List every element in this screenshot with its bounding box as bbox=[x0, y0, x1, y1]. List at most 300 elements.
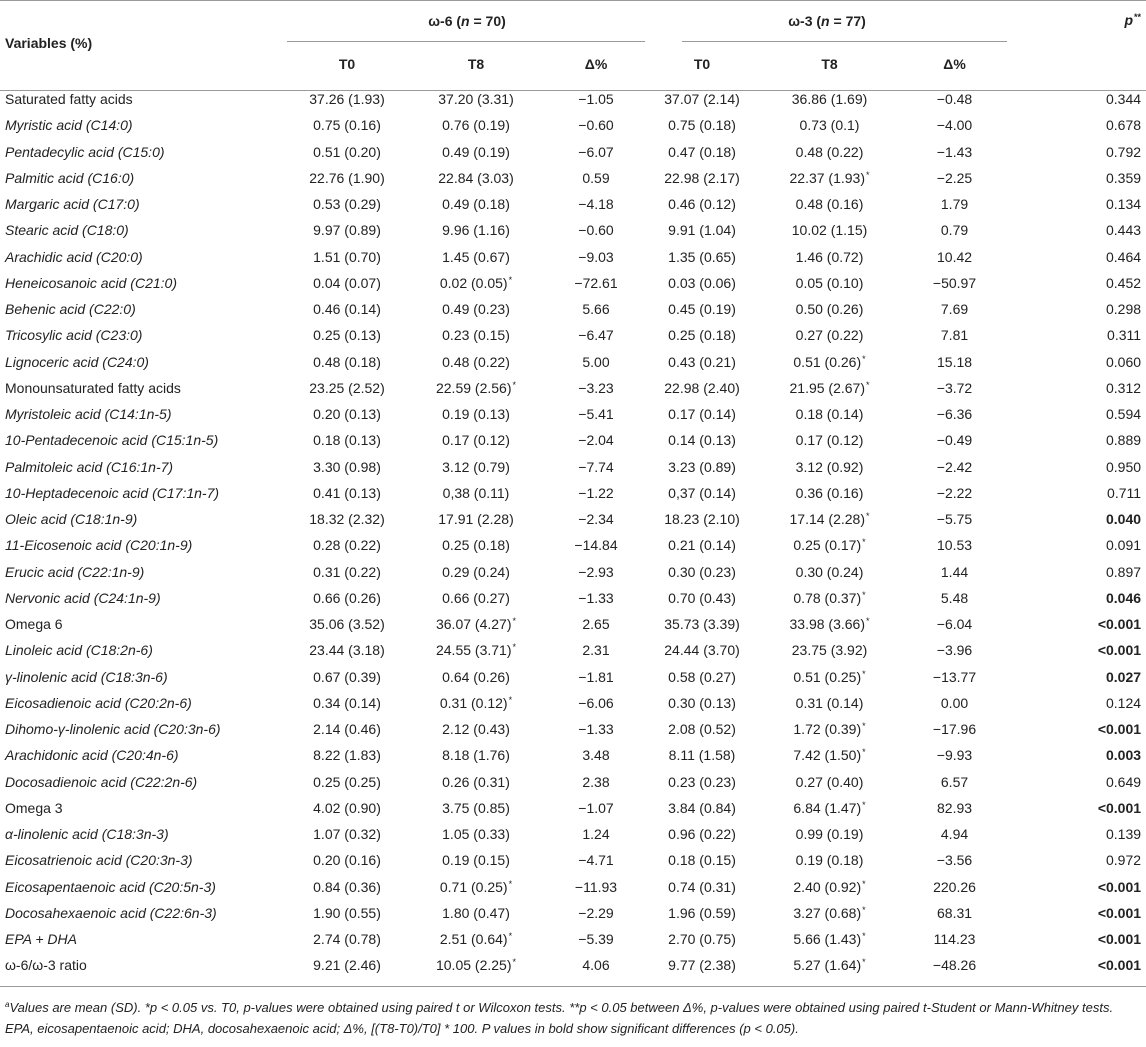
w6-t0-cell: 2.74 (0.78) bbox=[313, 931, 381, 948]
w3-t0-cell: 0.96 (0.22) bbox=[668, 826, 736, 843]
w3-t0-cell: 9.77 (2.38) bbox=[668, 957, 736, 974]
table-row bbox=[0, 664, 1146, 690]
p-value-cell: 0.046 bbox=[1105, 589, 1142, 606]
w3-t8-header: T8 bbox=[821, 56, 838, 72]
p-value-cell: 0.344 bbox=[1105, 91, 1142, 108]
w6-delta-cell: −5.41 bbox=[578, 406, 614, 423]
w6-delta-cell: −1.05 bbox=[578, 91, 614, 108]
w3-t0-cell: 22.98 (2.17) bbox=[664, 169, 740, 186]
w3-t0-cell: 0.70 (0.43) bbox=[668, 589, 736, 606]
w3-t8-cell: 5.66 (1.43)* bbox=[793, 931, 866, 948]
w6-t8-cell: 1.80 (0.47) bbox=[442, 904, 510, 921]
p-value-cell: 0.711 bbox=[1107, 484, 1142, 501]
w3-t0-cell: 37.07 (2.14) bbox=[664, 91, 740, 108]
w6-t0-cell: 0.28 (0.22) bbox=[313, 537, 381, 554]
w3-t8-cell: 2.40 (0.92)* bbox=[793, 878, 866, 895]
w3-t8-cell: 7.42 (1.50)* bbox=[793, 747, 866, 764]
w6-delta-cell: −72.61 bbox=[574, 274, 618, 291]
header-rule bbox=[0, 90, 1146, 91]
w3-t8-cell: 0.17 (0.12) bbox=[795, 432, 864, 449]
w6-t0-cell: 0.53 (0.29) bbox=[313, 196, 381, 213]
bottom-rule bbox=[0, 986, 1146, 987]
w6-t0-cell: 3.30 (0.98) bbox=[313, 458, 381, 475]
w6-t8-cell: 37.20 (3.31) bbox=[438, 91, 514, 108]
table-row bbox=[0, 532, 1146, 558]
variable-name-cell: Omega 3 bbox=[5, 799, 63, 816]
p-value-cell: <0.001 bbox=[1097, 904, 1142, 921]
w3-t8-cell: 0.27 (0.22) bbox=[795, 327, 864, 344]
w3-t8-cell: 1.72 (0.39)* bbox=[793, 721, 866, 738]
w3-delta-cell: −9.93 bbox=[936, 747, 973, 764]
variables-header: Variables (%) bbox=[5, 35, 93, 51]
w6-t0-cell: 0.84 (0.36) bbox=[313, 878, 381, 895]
w3-t0-cell: 0.45 (0.19) bbox=[668, 301, 736, 318]
w3-t0-cell: 2.70 (0.75) bbox=[668, 931, 736, 948]
variable-name-cell: Arachidic acid (C20:0) bbox=[5, 248, 143, 265]
table-row bbox=[0, 454, 1146, 480]
w6-t8-cell: 24.55 (3.71)* bbox=[435, 642, 516, 659]
variable-name-cell: Palmitic acid (C16:0) bbox=[5, 169, 135, 186]
w6-t8-cell: 0,38 (0.11) bbox=[442, 484, 510, 501]
table-row bbox=[0, 690, 1146, 716]
w3-delta-cell: −17.96 bbox=[932, 721, 977, 738]
variable-name-cell: Saturated fatty acids bbox=[5, 91, 133, 108]
p-value-cell: 0.311 bbox=[1107, 327, 1142, 344]
variable-name-cell: Docosadienoic acid (C22:2n-6) bbox=[5, 773, 198, 790]
w6-t8-cell: 10.05 (2.25)* bbox=[435, 957, 516, 974]
w3-t8-cell: 5.27 (1.64)* bbox=[793, 957, 866, 974]
w3-t8-cell: 0.30 (0.24) bbox=[795, 563, 864, 580]
w3-t8-cell: 3.12 (0.92) bbox=[795, 458, 864, 475]
table-row bbox=[0, 191, 1146, 217]
w6-t0-cell: 1.07 (0.32) bbox=[313, 826, 381, 843]
p-value-cell: <0.001 bbox=[1097, 721, 1142, 738]
variable-name-cell: Myristic acid (C14:0) bbox=[5, 117, 133, 134]
w3-t8-cell: 0.99 (0.19) bbox=[795, 826, 864, 843]
p-value-cell: <0.001 bbox=[1097, 642, 1142, 659]
w3-delta-cell: −13.77 bbox=[932, 668, 977, 685]
variable-name-cell: 11-Eicosenoic acid (C20:1n-9) bbox=[5, 537, 193, 554]
w6-t0-cell: 23.25 (2.52) bbox=[309, 379, 385, 396]
w3-t8-cell: 0.18 (0.14) bbox=[795, 406, 864, 423]
w3-t0-cell: 0.25 (0.18) bbox=[668, 327, 736, 344]
w3-t0-cell: 0.74 (0.31) bbox=[668, 878, 736, 895]
w6-t0-cell: 9.21 (2.46) bbox=[313, 957, 381, 974]
table-row bbox=[0, 716, 1146, 742]
table-row bbox=[0, 769, 1146, 795]
w3-delta-cell: −2.25 bbox=[936, 169, 973, 186]
w6-delta-cell: −2.34 bbox=[578, 511, 614, 528]
w6-t0-header: T0 bbox=[338, 56, 356, 72]
w6-t8-cell: 0.49 (0.23) bbox=[442, 301, 510, 318]
w3-t8-cell: 0.48 (0.22) bbox=[795, 143, 864, 160]
w6-delta-cell: −1.22 bbox=[578, 484, 614, 501]
w6-delta-cell: 4.06 bbox=[582, 957, 610, 974]
w6-delta-cell: 2.31 bbox=[582, 642, 610, 659]
p-value-cell: <0.001 bbox=[1097, 616, 1142, 633]
w6-t8-cell: 0.26 (0.31) bbox=[442, 773, 510, 790]
p-value-cell: <0.001 bbox=[1097, 931, 1142, 948]
w3-delta-cell: 220.26 bbox=[933, 878, 976, 895]
table-row bbox=[0, 559, 1146, 585]
w6-t0-cell: 0.66 (0.26) bbox=[313, 589, 381, 606]
w6-delta-cell: −2.29 bbox=[578, 904, 614, 921]
header-row-groups bbox=[0, 0, 1146, 42]
table-row bbox=[0, 375, 1146, 401]
w6-t0-cell: 22.76 (1.90) bbox=[309, 169, 385, 186]
p-value-cell: <0.001 bbox=[1097, 799, 1142, 816]
variable-name-cell: Oleic acid (C18:1n-9) bbox=[5, 511, 138, 528]
w6-t8-cell: 22.84 (3.03) bbox=[438, 169, 514, 186]
variable-name-cell: Stearic acid (C18:0) bbox=[5, 222, 129, 239]
p-value-cell: 0.594 bbox=[1105, 406, 1142, 423]
w6-t8-header: T8 bbox=[467, 56, 485, 72]
w6-t0-cell: 0.20 (0.13) bbox=[313, 406, 381, 423]
p-value-cell: 0.003 bbox=[1105, 747, 1142, 764]
w6-t8-cell: 0.48 (0.22) bbox=[442, 353, 510, 370]
w6-t8-cell: 0.02 (0.05)* bbox=[439, 274, 513, 291]
p-value-cell: 0.134 bbox=[1105, 196, 1142, 213]
w3-delta-cell: −2.42 bbox=[936, 458, 973, 475]
p-value-cell: 0.312 bbox=[1105, 379, 1142, 396]
w6-delta-cell: 3.48 bbox=[582, 747, 610, 764]
variable-name-cell: Eicosapentaenoic acid (C20:5n-3) bbox=[5, 878, 216, 895]
w6-t8-cell: 0.31 (0.12)* bbox=[439, 694, 513, 711]
w3-t0-cell: 0.46 (0.12) bbox=[668, 196, 736, 213]
table-row bbox=[0, 874, 1146, 900]
w6-delta-cell: −2.04 bbox=[578, 432, 614, 449]
table-row bbox=[0, 349, 1146, 375]
w3-t8-cell: 0.50 (0.26) bbox=[795, 301, 864, 318]
w6-delta-header: Δ% bbox=[584, 56, 608, 72]
p-value-cell: 0.091 bbox=[1105, 537, 1142, 554]
w6-delta-cell: −14.84 bbox=[574, 537, 618, 554]
table-row bbox=[0, 244, 1146, 270]
w6-delta-cell: −0.60 bbox=[578, 222, 614, 239]
variable-name-cell: Erucic acid (C22:1n-9) bbox=[5, 563, 145, 580]
w6-delta-cell: −4.18 bbox=[578, 196, 614, 213]
w6-delta-cell: −2.93 bbox=[578, 563, 614, 580]
w3-t8-cell: 0.27 (0.40) bbox=[795, 773, 864, 790]
variable-name-cell: EPA + DHA bbox=[5, 931, 77, 948]
w6-t0-cell: 0.18 (0.13) bbox=[313, 432, 381, 449]
w6-t8-cell: 0.71 (0.25)* bbox=[439, 878, 513, 895]
w3-t0-cell: 2.08 (0.52) bbox=[668, 721, 736, 738]
variable-name-cell: Docosahexaenoic acid (C22:6n-3) bbox=[5, 904, 217, 921]
w3-delta-cell: 6.57 bbox=[940, 773, 969, 790]
table-row bbox=[0, 795, 1146, 821]
w3-delta-cell: −2.22 bbox=[936, 484, 973, 501]
p-value-cell: 0.452 bbox=[1105, 274, 1142, 291]
w3-delta-cell: −0.48 bbox=[936, 91, 973, 108]
table-row bbox=[0, 821, 1146, 847]
w6-t8-cell: 17.91 (2.28) bbox=[438, 511, 514, 528]
w6-t0-cell: 9.97 (0.89) bbox=[313, 222, 381, 239]
w3-t8-cell: 36.86 (1.69) bbox=[791, 91, 868, 108]
w6-t8-cell: 8.18 (1.76) bbox=[442, 747, 510, 764]
p-value-cell: 0.124 bbox=[1105, 694, 1142, 711]
w6-t0-cell: 0.51 (0.20) bbox=[313, 143, 381, 160]
p-value-cell: 0.139 bbox=[1105, 826, 1142, 843]
p-value-cell: 0.359 bbox=[1105, 169, 1142, 186]
w6-t8-cell: 0.17 (0.12) bbox=[442, 432, 510, 449]
w6-t8-cell: 0.25 (0.18) bbox=[442, 537, 510, 554]
w3-t8-cell: 1.46 (0.72) bbox=[795, 248, 864, 265]
variable-name-cell: Omega 6 bbox=[5, 616, 63, 633]
w3-delta-cell: −48.26 bbox=[932, 957, 977, 974]
p-value-cell: <0.001 bbox=[1097, 878, 1142, 895]
table-row bbox=[0, 847, 1146, 873]
w3-t8-cell: 0.78 (0.37)* bbox=[793, 589, 866, 606]
w3-t0-header: T0 bbox=[693, 56, 711, 72]
w3-t0-cell: 8.11 (1.58) bbox=[668, 747, 736, 764]
table-row bbox=[0, 296, 1146, 322]
w6-t0-cell: 0.41 (0.13) bbox=[313, 484, 381, 501]
w3-t8-cell: 0.25 (0.17)* bbox=[793, 537, 866, 554]
w6-t0-cell: 8.22 (1.83) bbox=[313, 747, 381, 764]
w6-delta-cell: −9.03 bbox=[578, 248, 614, 265]
w6-delta-cell: −1.81 bbox=[578, 668, 614, 685]
p-value-cell: 0.792 bbox=[1105, 143, 1142, 160]
w3-t0-cell: 0.30 (0.13) bbox=[668, 694, 736, 711]
w6-t0-cell: 0.48 (0.18) bbox=[313, 353, 381, 370]
w3-delta-cell: −4.00 bbox=[936, 117, 973, 134]
w3-delta-cell: 15.18 bbox=[937, 353, 973, 370]
w3-delta-cell: −3.72 bbox=[936, 379, 973, 396]
w3-t0-cell: 0.47 (0.18) bbox=[668, 143, 736, 160]
w3-delta-cell: −6.36 bbox=[936, 406, 973, 423]
w3-t0-cell: 0.75 (0.18) bbox=[668, 117, 736, 134]
variable-name-cell: Pentadecylic acid (C15:0) bbox=[5, 143, 165, 160]
w3-t8-cell: 0.36 (0.16) bbox=[795, 484, 864, 501]
w3-t0-cell: 0.23 (0.23) bbox=[668, 773, 736, 790]
w3-delta-cell: 68.31 bbox=[937, 904, 973, 921]
w6-delta-cell: 5.00 bbox=[582, 353, 610, 370]
variable-name-cell: Dihomo-γ-linolenic acid (C20:3n-6) bbox=[5, 721, 221, 738]
w3-t8-cell: 22.37 (1.93)* bbox=[789, 169, 870, 186]
w6-delta-cell: 5.66 bbox=[582, 301, 610, 318]
w6-t0-cell: 1.51 (0.70) bbox=[313, 248, 381, 265]
w3-delta-cell: 5.48 bbox=[940, 589, 969, 606]
w6-delta-cell: −6.07 bbox=[578, 143, 614, 160]
variable-name-cell: Eicosatrienoic acid (C20:3n-3) bbox=[5, 852, 193, 869]
variable-name-cell: 10-Heptadecenoic acid (C17:1n-7) bbox=[5, 484, 220, 501]
variable-name-cell: Linoleic acid (C18:2n-6) bbox=[5, 642, 153, 659]
variable-name-cell: Arachidonic acid (C20:4n-6) bbox=[5, 747, 179, 764]
table-row bbox=[0, 506, 1146, 532]
w6-t0-cell: 2.14 (0.46) bbox=[313, 721, 381, 738]
w6-delta-cell: 2.65 bbox=[582, 616, 610, 633]
w3-t0-cell: 0.58 (0.27) bbox=[668, 668, 736, 685]
w3-delta-cell: 10.42 bbox=[937, 248, 973, 265]
w6-t0-cell: 0.20 (0.16) bbox=[313, 852, 381, 869]
w3-delta-cell: −0.49 bbox=[936, 432, 973, 449]
w6-t0-cell: 0.67 (0.39) bbox=[313, 668, 381, 685]
w3-delta-cell: 1.44 bbox=[940, 563, 969, 580]
w6-t8-cell: 0.64 (0.26) bbox=[442, 668, 510, 685]
w3-t8-cell: 0.51 (0.25)* bbox=[793, 668, 866, 685]
w3-t8-cell: 0.51 (0.26)* bbox=[793, 353, 866, 370]
w3-delta-cell: 114.23 bbox=[933, 931, 976, 948]
p-value-header: p** bbox=[1124, 12, 1142, 28]
w3-t8-cell: 17.14 (2.28)* bbox=[789, 511, 870, 528]
w6-t8-cell: 1.45 (0.67) bbox=[442, 248, 510, 265]
w6-t8-cell: 3.75 (0.85) bbox=[442, 799, 510, 816]
table-row bbox=[0, 322, 1146, 348]
w3-t0-cell: 0.17 (0.14) bbox=[668, 406, 736, 423]
p-value-cell: 0.649 bbox=[1105, 773, 1142, 790]
table-row bbox=[0, 112, 1146, 138]
w6-delta-cell: −1.33 bbox=[578, 721, 614, 738]
variable-name-cell: Nervonic acid (C24:1n-9) bbox=[5, 589, 161, 606]
w3-t0-cell: 0.03 (0.06) bbox=[668, 274, 736, 291]
w3-t8-cell: 33.98 (3.66)* bbox=[789, 616, 870, 633]
variable-name-cell: Lignoceric acid (C24:0) bbox=[5, 353, 149, 370]
table-row bbox=[0, 952, 1146, 978]
w6-delta-cell: −6.06 bbox=[578, 694, 614, 711]
w6-t0-cell: 18.32 (2.32) bbox=[309, 511, 385, 528]
w3-t8-cell: 0.05 (0.10) bbox=[795, 274, 864, 291]
variable-name-cell: Monounsaturated fatty acids bbox=[5, 379, 181, 396]
w3-t0-cell: 0.14 (0.13) bbox=[668, 432, 736, 449]
table-row bbox=[0, 585, 1146, 611]
p-value-cell: 0.027 bbox=[1105, 668, 1142, 685]
w6-t0-cell: 0.46 (0.14) bbox=[313, 301, 381, 318]
group-header-omega6: ω-6 (n = 70) bbox=[287, 0, 647, 42]
w3-t8-cell: 0.73 (0.1) bbox=[799, 117, 860, 134]
w6-t0-cell: 0.04 (0.07) bbox=[313, 274, 381, 291]
table-row bbox=[0, 165, 1146, 191]
w6-delta-cell: −1.07 bbox=[578, 799, 614, 816]
w3-t8-cell: 6.84 (1.47)* bbox=[793, 799, 866, 816]
w3-t0-cell: 9.91 (1.04) bbox=[668, 222, 736, 239]
w3-t0-cell: 18.23 (2.10) bbox=[664, 511, 740, 528]
w3-delta-header: Δ% bbox=[943, 56, 966, 72]
w6-t8-cell: 0.23 (0.15) bbox=[442, 327, 510, 344]
table-row bbox=[0, 270, 1146, 296]
w3-t0-cell: 35.73 (3.39) bbox=[664, 616, 740, 633]
w3-t0-cell: 3.84 (0.84) bbox=[668, 799, 736, 816]
w6-delta-cell: −7.74 bbox=[578, 458, 614, 475]
w3-t8-cell: 23.75 (3.92) bbox=[791, 642, 868, 659]
w6-delta-cell: −5.39 bbox=[578, 931, 614, 948]
w3-t8-cell: 0.31 (0.14) bbox=[795, 694, 864, 711]
w6-t8-cell: 3.12 (0.79) bbox=[442, 458, 510, 475]
variable-name-cell: γ-linolenic acid (C18:3n-6) bbox=[5, 668, 168, 685]
w6-t8-cell: 0.29 (0.24) bbox=[442, 563, 510, 580]
w3-delta-cell: 0.79 bbox=[940, 222, 969, 239]
w3-t8-cell: 0.19 (0.18) bbox=[795, 852, 864, 869]
w6-delta-cell: −4.71 bbox=[578, 852, 614, 869]
variable-name-cell: Myristoleic acid (C14:1n-5) bbox=[5, 406, 172, 423]
variable-name-cell: Eicosadienoic acid (C20:2n-6) bbox=[5, 694, 192, 711]
w6-t8-cell: 0.66 (0.27) bbox=[442, 589, 510, 606]
w3-delta-cell: −3.56 bbox=[936, 852, 973, 869]
table-row bbox=[0, 217, 1146, 243]
table-row bbox=[0, 139, 1146, 165]
table-row bbox=[0, 637, 1146, 663]
w3-delta-cell: 10.53 bbox=[937, 537, 973, 554]
w6-t0-cell: 37.26 (1.93) bbox=[309, 91, 385, 108]
w3-delta-cell: 7.69 bbox=[940, 301, 969, 318]
table-row bbox=[0, 480, 1146, 506]
w6-delta-cell: 1.24 bbox=[582, 826, 610, 843]
w3-delta-cell: 4.94 bbox=[940, 826, 969, 843]
w6-t0-cell: 0.25 (0.13) bbox=[313, 327, 381, 344]
w6-t8-cell: 0.76 (0.19) bbox=[442, 117, 510, 134]
w6-delta-cell: −3.23 bbox=[578, 379, 614, 396]
w6-t0-cell: 1.90 (0.55) bbox=[313, 904, 381, 921]
w3-t0-cell: 0.30 (0.23) bbox=[668, 563, 736, 580]
w3-delta-cell: −1.43 bbox=[936, 143, 973, 160]
w6-t8-cell: 36.07 (4.27)* bbox=[435, 616, 516, 633]
p-value-cell: 0.464 bbox=[1105, 248, 1142, 265]
p-value-cell: 0.678 bbox=[1105, 117, 1142, 134]
variable-name-cell: Palmitoleic acid (C16:1n-7) bbox=[5, 458, 174, 475]
p-value-cell: 0.298 bbox=[1105, 301, 1142, 318]
table-row bbox=[0, 742, 1146, 768]
w6-t8-cell: 0.19 (0.15) bbox=[442, 852, 510, 869]
variable-name-cell: Margaric acid (C17:0) bbox=[5, 196, 140, 213]
table-header bbox=[0, 0, 1146, 86]
p-value-cell: 0.889 bbox=[1105, 432, 1142, 449]
variable-name-cell: ω-6/ω-3 ratio bbox=[5, 957, 87, 974]
w3-t0-cell: 24.44 (3.70) bbox=[664, 642, 740, 659]
table-footnote: $^a$Values are mean (SD). *p < 0.05 vs. T0, p-values were obtained using paired t or Wilcoxon tests. **p < 0.05 between Δ%, p-values were obtained using paired t-Student or Mann-Whitney tests. EPA, eicosapentaenoic acid; DHA, docosahexaenoic acid; Δ%, [(T8-T0)/T0] * 100. P values in bold show significant differences (p < 0.05). bbox=[5, 1000, 1114, 1036]
variable-name-cell: Behenic acid (C22:0) bbox=[5, 301, 136, 318]
w6-t8-cell: 1.05 (0.33) bbox=[442, 826, 510, 843]
w3-t0-cell: 3.23 (0.89) bbox=[668, 458, 736, 475]
table-row bbox=[0, 900, 1146, 926]
w6-t0-cell: 0.31 (0.22) bbox=[313, 563, 381, 580]
w3-t8-cell: 3.27 (0.68)* bbox=[793, 904, 866, 921]
w3-delta-cell: 7.81 bbox=[940, 327, 969, 344]
p-value-cell: 0.443 bbox=[1105, 222, 1142, 239]
p-value-cell: 0.040 bbox=[1105, 511, 1142, 528]
variable-name-cell: Tricosylic acid (C23:0) bbox=[5, 327, 143, 344]
p-value-cell: 0.950 bbox=[1105, 458, 1142, 475]
table-row bbox=[0, 926, 1146, 952]
table-body bbox=[0, 86, 1146, 979]
w3-delta-cell: −3.96 bbox=[936, 642, 973, 659]
w6-t8-cell: 0.19 (0.13) bbox=[442, 406, 510, 423]
w3-delta-cell: 1.79 bbox=[940, 196, 969, 213]
w6-delta-cell: −6.47 bbox=[578, 327, 614, 344]
w6-t0-cell: 0.25 (0.25) bbox=[313, 773, 381, 790]
w6-t0-cell: 0.34 (0.14) bbox=[313, 694, 381, 711]
variable-name-cell: 10-Pentadecenoic acid (C15:1n-5) bbox=[5, 432, 219, 449]
w3-t0-cell: 1.96 (0.59) bbox=[668, 904, 736, 921]
w6-t8-cell: 0.49 (0.18) bbox=[442, 196, 510, 213]
w3-t8-cell: 21.95 (2.67)* bbox=[789, 379, 870, 396]
w3-t8-cell: 10.02 (1.15) bbox=[791, 222, 868, 239]
w3-delta-cell: −6.04 bbox=[936, 616, 973, 633]
w3-t0-cell: 1.35 (0.65) bbox=[668, 248, 736, 265]
w6-delta-cell: 0.59 bbox=[582, 169, 610, 186]
variable-name-cell: Heneicosanoic acid (C21:0) bbox=[5, 274, 177, 291]
w3-delta-cell: 82.93 bbox=[937, 799, 973, 816]
w6-delta-cell: 2.38 bbox=[582, 773, 610, 790]
w3-t0-cell: 22.98 (2.40) bbox=[664, 379, 740, 396]
group-header-omega3: ω-3 (n = 77) bbox=[647, 0, 1007, 42]
variable-name-cell: α-linolenic acid (C18:3n-3) bbox=[5, 826, 169, 843]
w6-delta-cell: −1.33 bbox=[578, 589, 614, 606]
w3-t0-cell: 0.18 (0.15) bbox=[668, 852, 736, 869]
w6-t8-cell: 2.12 (0.43) bbox=[442, 721, 510, 738]
table-row bbox=[0, 427, 1146, 453]
w6-delta-cell: −11.93 bbox=[574, 878, 618, 895]
w6-t8-cell: 2.51 (0.64)* bbox=[439, 931, 513, 948]
